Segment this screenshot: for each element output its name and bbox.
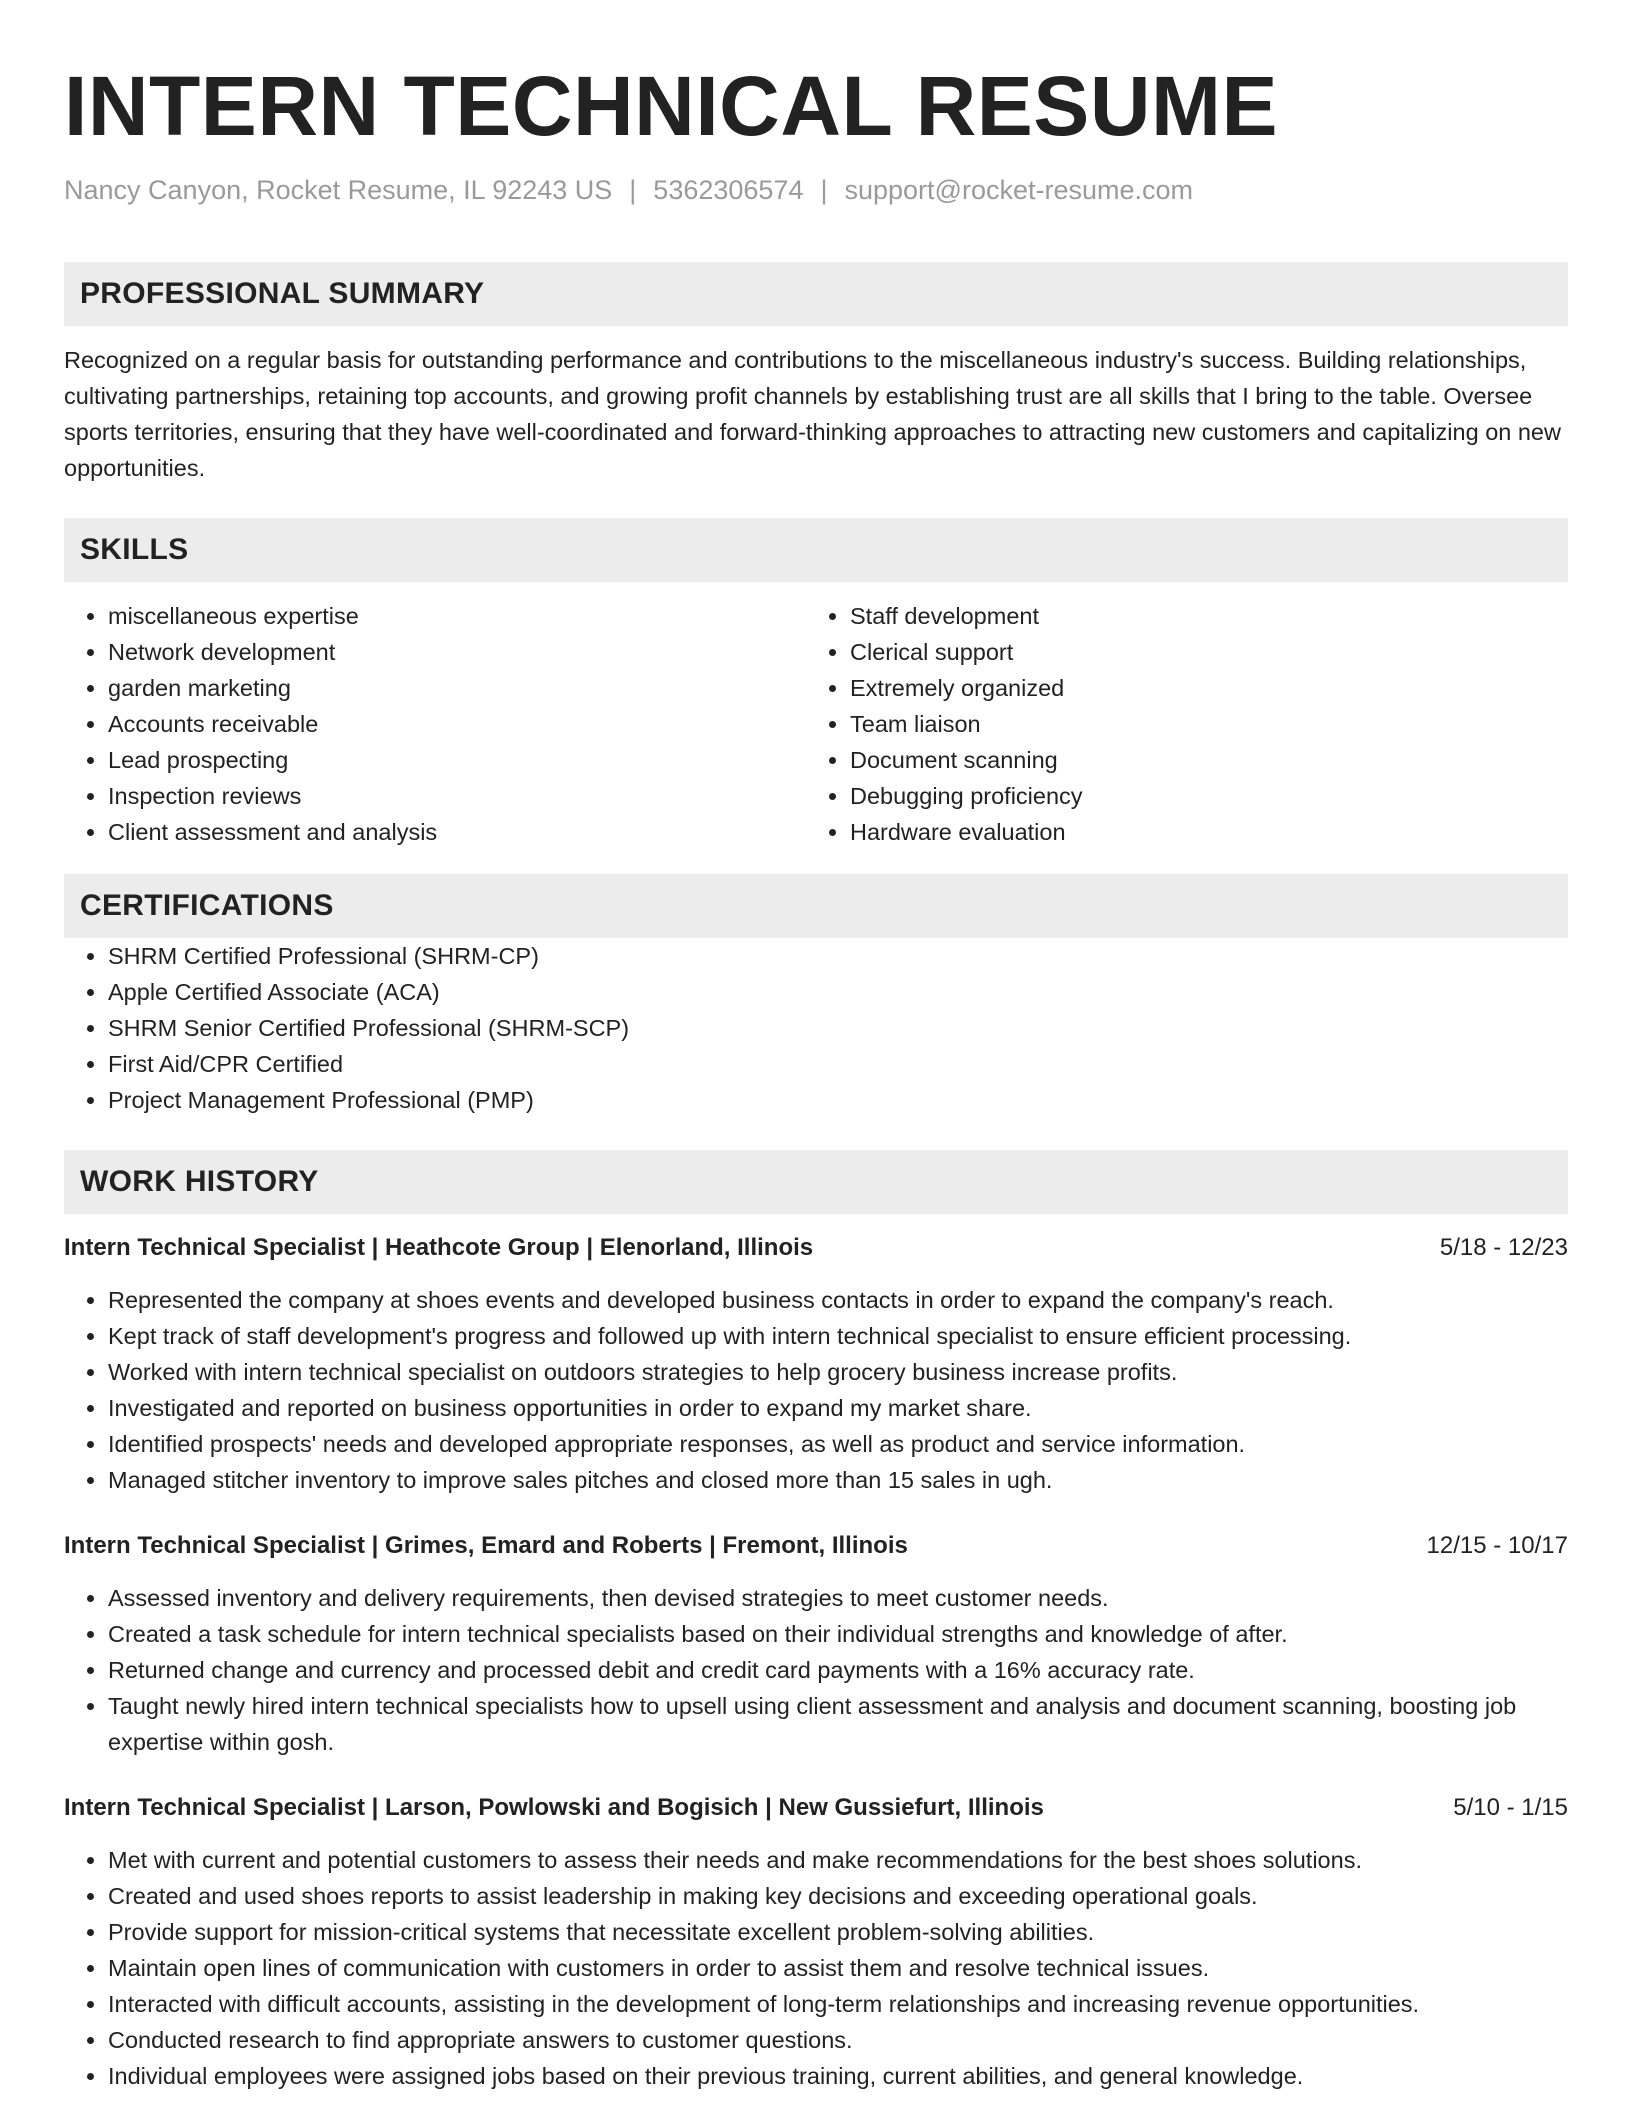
job-bullet: • Created a task schedule for intern technical specialists based on their individual strengths and knowledge of after. [108, 1616, 1568, 1652]
skill-item: • miscellaneous expertise [108, 598, 806, 634]
job-header [64, 1528, 1568, 1564]
section-heading-skills: SKILLS [64, 518, 1568, 582]
job-entry [64, 1790, 1568, 2094]
job-bullet: • Taught newly hired intern technical specialists how to upsell using client assessment and analysis and document scanning, boosting job expertise within gosh. [108, 1688, 1568, 1760]
job-entry [64, 1230, 1568, 1498]
job-bullet: • Met with current and potential customers to assess their needs and make recommendations for the best shoes solutions. [108, 1842, 1568, 1878]
resume-title: INTERN TECHNICAL RESUME [64, 59, 1278, 153]
skill-item: • Extremely organized [850, 670, 1548, 706]
job-title: Intern Technical Specialist | Larson, Powlowski and Bogisich | New Gussiefurt, Illinois [64, 1794, 1044, 1821]
job-dates: 12/15 - 10/17 [1426, 1532, 1568, 1559]
skill-item: • Accounts receivable [108, 706, 806, 742]
job-bullet: • Provide support for mission-critical systems that necessitate excellent problem-solving abilities. [108, 1914, 1568, 1950]
job-bullet: • Individual employees were assigned jobs based on their previous training, current abilities, and general knowledge. [108, 2058, 1568, 2094]
contact-email: support@rocket-resume.com [844, 175, 1194, 205]
skill-item: • Team liaison [850, 706, 1548, 742]
job-bullets [64, 1842, 1568, 2094]
skill-item: • Inspection reviews [108, 778, 806, 814]
job-header [64, 1790, 1568, 1826]
job-bullet: • Interacted with difficult accounts, assisting in the development of long-term relationships and increasing revenue opportunities. [108, 1986, 1568, 2022]
job-bullet: • Assessed inventory and delivery requirements, then devised strategies to meet customer needs. [108, 1580, 1568, 1616]
skills-column-right [806, 598, 1548, 850]
skill-item: • Lead prospecting [108, 742, 806, 778]
job-bullet: • Conducted research to find appropriate answers to customer questions. [108, 2022, 1568, 2058]
job-bullets [64, 1282, 1568, 1498]
job-bullet: • Returned change and currency and processed debit and credit card payments with a 16% accuracy rate. [108, 1652, 1568, 1688]
skills-column-left [64, 598, 806, 850]
job-bullet: • Kept track of staff development's progress and followed up with intern technical specialist to ensure efficient processing. [108, 1318, 1568, 1354]
skill-item: • Staff development [850, 598, 1548, 634]
skill-item: • Network development [108, 634, 806, 670]
certification-item: • SHRM Senior Certified Professional (SHRM-SCP) [108, 1010, 1568, 1046]
certification-item: • Project Management Professional (PMP) [108, 1082, 1568, 1118]
job-entry [64, 1528, 1568, 1760]
job-bullet: • Worked with intern technical specialist on outdoors strategies to help grocery business increase profits. [108, 1354, 1568, 1390]
job-header [64, 1230, 1568, 1266]
summary-text: Recognized on a regular basis for outstanding performance and contributions to the miscellaneous industry's success. Building relationships, cultivating partnerships, retaining top accounts, and growing profit channels by establishing trust are all skills that I bring to the table. Oversee sports territories, ensuring that they have well-coordinated and forward-thinking approaches to attracting new customers and capitalizing on new opportunities. [64, 347, 1561, 481]
skill-item: • Hardware evaluation [850, 814, 1548, 850]
certification-item: • SHRM Certified Professional (SHRM-CP) [108, 938, 1568, 974]
job-bullet: • Created and used shoes reports to assist leadership in making key decisions and exceeding operational goals. [108, 1878, 1568, 1914]
job-bullet: • Maintain open lines of communication with customers in order to assist them and resolve technical issues. [108, 1950, 1568, 1986]
job-bullet: • Identified prospects' needs and developed appropriate responses, as well as product and service information. [108, 1426, 1568, 1462]
job-dates: 5/18 - 12/23 [1439, 1234, 1568, 1261]
certifications-list [64, 938, 1568, 1118]
job-dates: 5/10 - 1/15 [1453, 1794, 1568, 1821]
contact-phone: 5362306574 [653, 175, 804, 205]
skills-list-right [806, 598, 1548, 850]
skill-item: • Debugging proficiency [850, 778, 1548, 814]
section-heading-certifications: CERTIFICATIONS [64, 874, 1568, 938]
job-bullets [64, 1580, 1568, 1760]
contact-separator: | [820, 175, 828, 205]
section-heading-summary: PROFESSIONAL SUMMARY [64, 262, 1568, 326]
skill-item: • Document scanning [850, 742, 1548, 778]
contact-line [64, 172, 1568, 208]
skills-list-left [64, 598, 806, 850]
job-bullet: • Managed stitcher inventory to improve sales pitches and closed more than 15 sales in ugh. [108, 1462, 1568, 1498]
contact-separator: | [629, 175, 637, 205]
certification-item: • First Aid/CPR Certified [108, 1046, 1568, 1082]
contact-address: Nancy Canyon, Rocket Resume, IL 92243 US [64, 175, 613, 205]
job-title: Intern Technical Specialist | Heathcote Group | Elenorland, Illinois [64, 1234, 814, 1261]
skills-grid [64, 598, 1568, 850]
skill-item: • Clerical support [850, 634, 1548, 670]
skill-item: • Client assessment and analysis [108, 814, 806, 850]
job-title: Intern Technical Specialist | Grimes, Emard and Roberts | Fremont, Illinois [64, 1532, 908, 1559]
skill-item: • garden marketing [108, 670, 806, 706]
section-heading-work-history: WORK HISTORY [64, 1150, 1568, 1214]
job-bullet: • Investigated and reported on business opportunities in order to expand my market share. [108, 1390, 1568, 1426]
job-bullet: • Represented the company at shoes events and developed business contacts in order to expand the company's reach. [108, 1282, 1568, 1318]
certification-item: • Apple Certified Associate (ACA) [108, 974, 1568, 1010]
